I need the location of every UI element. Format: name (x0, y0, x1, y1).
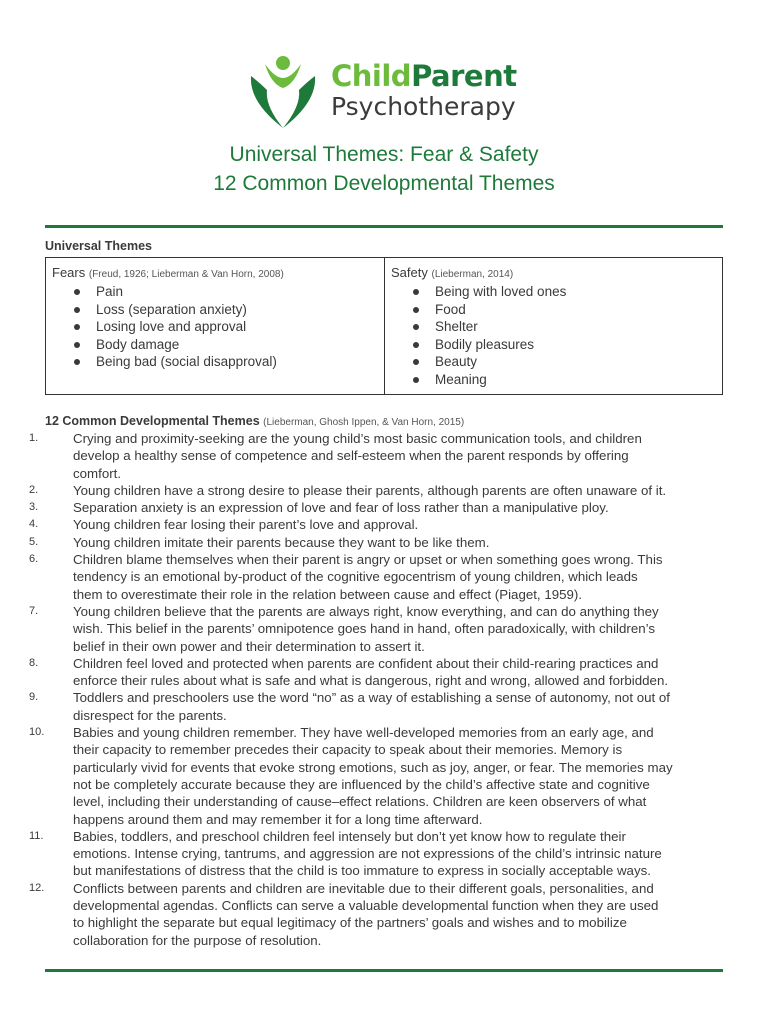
list-item: Body damage (72, 336, 378, 354)
safety-column (384, 258, 722, 394)
item-number: 12. (29, 881, 45, 894)
item-text-line: disrespect for the parents. (73, 707, 227, 723)
list-item: Loss (separation anxiety) (72, 301, 378, 319)
list-item: Being bad (social disapproval) (72, 353, 378, 371)
item-text-line: Babies and young children remember. They have well-developed memories from an early age, and (73, 725, 654, 741)
item-text (73, 880, 726, 949)
list-item: Losing love and approval (72, 318, 378, 336)
list-item (20, 430, 726, 482)
item-text-line: Children blame themselves when their parent is angry or upset or when something goes wrong. This (73, 552, 663, 568)
item-number: 2. (29, 483, 39, 496)
page-title (0, 140, 768, 198)
item-text (73, 724, 726, 828)
list-item: Bodily pleasures (411, 336, 716, 354)
item-text-line: level, including their understanding of cause–effect relations. Children are keen observers of what (73, 794, 647, 810)
item-text (73, 534, 726, 551)
top-divider (45, 225, 723, 228)
item-text-line: collaboration for the purpose of resolution. (73, 932, 322, 948)
list-item: Being with loved ones (411, 283, 716, 301)
item-text (73, 499, 726, 516)
item-number: 8. (29, 656, 39, 669)
item-text (73, 551, 726, 603)
brand-subtitle: Psychotherapy (331, 92, 516, 121)
brand-name: ChildParent (331, 59, 517, 93)
developmental-themes-heading: 12 Common Developmental Themes (Lieberman, Ghosh Ippen, & Van Horn, 2015) (45, 414, 465, 428)
item-text-line: Crying and proximity-seeking are the young child’s most basic communication tools, and children (73, 431, 642, 446)
item-text-line: Separation anxiety is an expression of love and fear of loss rather than a manipulative ploy. (73, 500, 609, 516)
item-number: 3. (29, 501, 39, 514)
item-text-line: wish. This belief in the parents’ omnipotence goes hand in hand, often paradoxically, with children’s (73, 621, 655, 637)
item-text-line: Toddlers and preschoolers use the word “no” as a way of establishing a sense of autonomy, not out of (73, 690, 670, 706)
list-item (20, 516, 726, 533)
item-text-line: particularly vivid for events that evoke strong emotions, such as joy, anger, or fear. The memories may (73, 759, 673, 775)
title-line-1: Universal Themes: Fear & Safety (229, 143, 539, 166)
list-item (20, 534, 726, 551)
list-item (20, 499, 726, 516)
title-line-2: 12 Common Developmental Themes (213, 172, 555, 195)
item-number: 5. (29, 535, 39, 548)
heart-person-icon (245, 54, 321, 130)
developmental-citation: (Lieberman, Ghosh Ippen, & Van Horn, 2015) (263, 417, 465, 428)
list-item (20, 828, 726, 880)
list-item (20, 880, 726, 949)
brand-logo (245, 50, 525, 134)
item-number: 4. (29, 518, 39, 531)
safety-citation: (Lieberman, 2014) (431, 269, 514, 280)
item-text-line: to highlight the separate but equal legitimacy of the partners’ goals and wishes and to mobilize (73, 915, 627, 931)
item-text-line: Children feel loved and protected when parents are confident about their child-rearing practices and (73, 655, 659, 671)
item-text (73, 828, 726, 880)
fears-column (46, 258, 384, 394)
list-item (20, 603, 726, 655)
item-text (73, 603, 726, 655)
item-text-line: them to overestimate their role in the relation between cause and effect (Piaget, 1959). (73, 586, 583, 602)
item-text-line: tendency is an emotional by-product of the cognitive egocentrism of young children, which leads (73, 569, 638, 585)
item-text-line: emotions. Intense crying, tantrums, and aggression are not expressions of the child’s intrinsic nature (73, 846, 662, 862)
list-item: Beauty (411, 353, 716, 371)
list-item (20, 724, 726, 828)
item-text-line: Young children have a strong desire to please their parents, although parents are often unaware of it. (73, 482, 667, 498)
list-item (20, 655, 726, 690)
item-text-line: Young children imitate their parents because they want to be like them. (73, 534, 490, 550)
item-text-line: Young children fear losing their parent’s love and approval. (73, 517, 419, 533)
safety-list (391, 283, 716, 389)
item-text-line: developmental agendas. Conflicts can serve a valuable developmental function when they are used (73, 898, 659, 914)
list-item: Pain (72, 283, 378, 301)
item-text (73, 655, 726, 690)
list-item (20, 482, 726, 499)
item-text (73, 482, 726, 499)
list-item (20, 551, 726, 603)
item-number: 7. (29, 604, 39, 617)
item-text-line: happens around them and may remember it for a long time afterward. (73, 811, 483, 827)
item-text-line: Babies, toddlers, and preschool children feel intensely but don’t yet know how to regulate their (73, 828, 626, 844)
item-text-line: not be completely accurate because they are influenced by the child’s affective state and cognitive (73, 776, 650, 792)
item-number: 9. (29, 691, 39, 704)
item-number: 10. (29, 726, 45, 739)
universal-themes-table (45, 257, 723, 395)
fears-citation: (Freud, 1926; Lieberman & Van Horn, 2008) (88, 269, 284, 280)
safety-title: Safety (391, 265, 428, 280)
item-text-line: enforce their rules about what is safe and what is dangerous, right and wrong, allowed and forbidden. (73, 673, 669, 689)
item-text-line: their capacity to remember precedes their capacity to speak about their memories. Memory is (73, 742, 623, 758)
list-item: Food (411, 301, 716, 319)
universal-themes-heading: Universal Themes (45, 239, 152, 253)
item-number: 1. (29, 432, 39, 444)
item-text-line: but manifestations of distress that the child is too immature to express in socially acceptable ways. (73, 863, 651, 879)
item-text-line: develop a healthy sense of competence and self-esteem when the parent responds by offering (73, 448, 629, 464)
fears-title: Fears (52, 265, 86, 280)
item-text-line: Conflicts between parents and children are inevitable due to their different goals, personalities, and (73, 880, 654, 896)
item-number: 11. (29, 829, 44, 842)
list-item: Meaning (411, 371, 716, 389)
list-item: Shelter (411, 318, 716, 336)
item-text-line: comfort. (73, 465, 122, 481)
fears-list (52, 283, 378, 371)
item-text-line: Young children believe that the parents are always right, know everything, and can do anything they (73, 603, 659, 619)
bottom-divider (45, 969, 723, 972)
item-text (73, 516, 726, 533)
item-text (73, 689, 726, 724)
item-number: 6. (29, 553, 39, 566)
developmental-themes-list (20, 430, 726, 949)
item-text (73, 430, 726, 482)
list-item (20, 689, 726, 724)
item-text-line: belief in their own power and their determination to assert it. (73, 638, 425, 654)
